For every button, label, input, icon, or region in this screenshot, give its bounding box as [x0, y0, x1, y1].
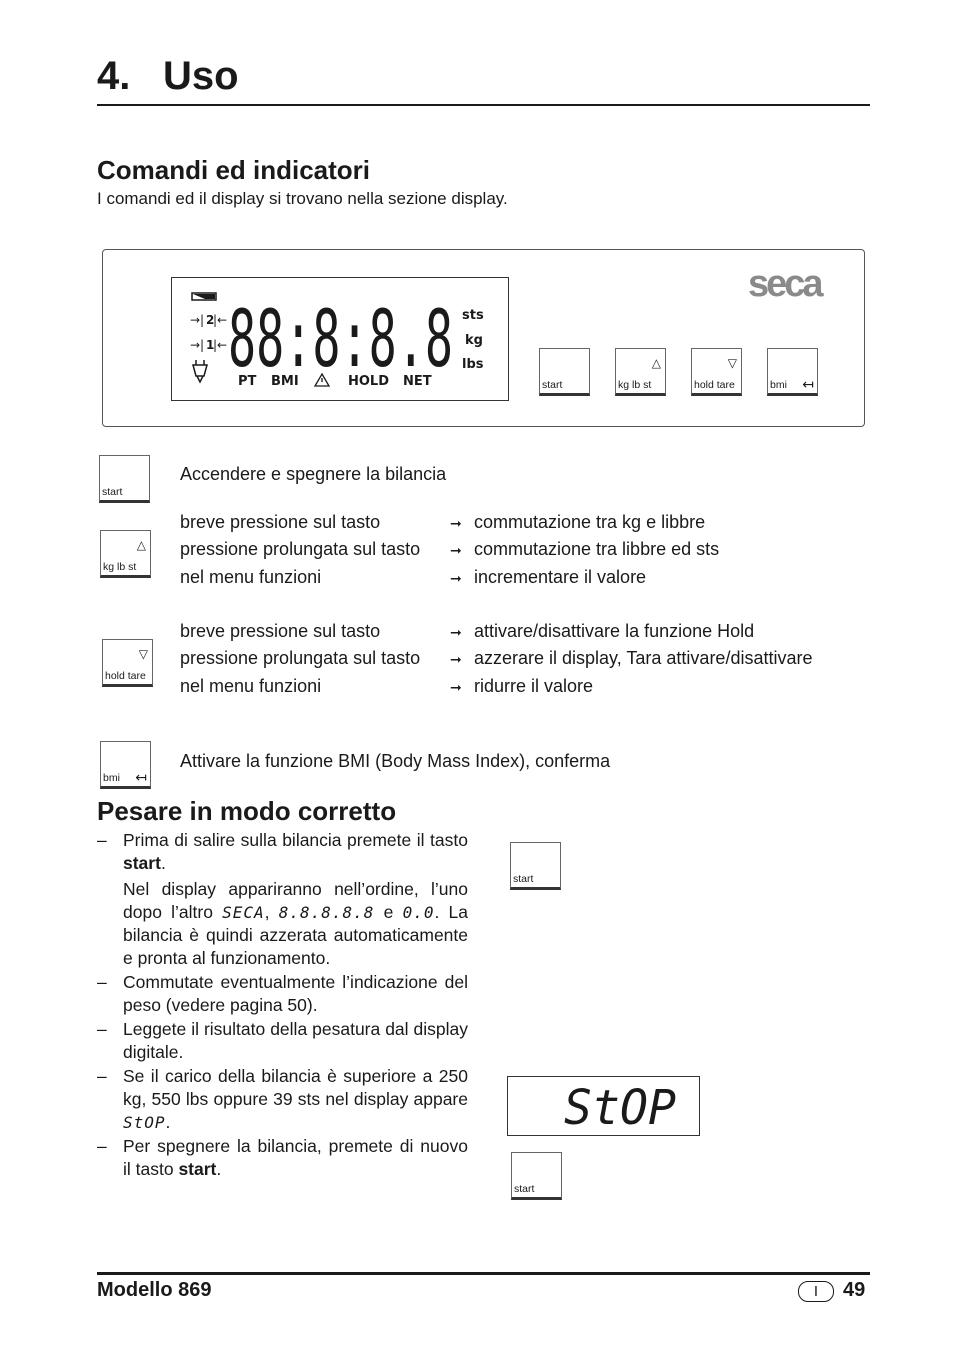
start-term: start [123, 853, 161, 873]
chapter-title [97, 52, 239, 100]
key-label: bmi [770, 379, 787, 391]
arrow-right-icon: ➞ [450, 570, 462, 586]
text: , [264, 902, 279, 922]
triangle-up-icon: △ [136, 538, 146, 552]
hold-row-1-result [450, 620, 754, 643]
list-item [97, 1135, 468, 1181]
footer-model: Modello 869 [97, 1279, 212, 1301]
bmi-description: Attivare la funzione BMI (Body Mass Index), conferma [180, 751, 611, 771]
controls-intro: I comandi ed il display si trovano nella sezione display. [97, 189, 508, 208]
triangle-up-icon: △ [651, 356, 661, 370]
key-label: kg lb st [103, 561, 137, 573]
stop-display [507, 1076, 700, 1136]
footer-rule [97, 1272, 870, 1275]
text: Prima di salire sulla bilancia premete il tasto [123, 830, 468, 850]
stop-segments [508, 1077, 699, 1135]
text: Commutate eventualmente l’indicazione del peso (vedere pagina 50). [123, 972, 468, 1015]
panel-unit-key[interactable] [615, 348, 666, 396]
kg-row-3-action: nel menu funzioni [180, 567, 322, 587]
start-key-illustration-2[interactable] [511, 1152, 562, 1200]
page-number: 49 [843, 1279, 866, 1301]
key-label: hold tare [105, 670, 146, 682]
panel-bmi-key[interactable] [767, 348, 818, 396]
list-dash: – [97, 972, 107, 992]
text: Leggete il risultato della pesatura dal display digitale. [123, 1019, 468, 1062]
key-label: start [102, 486, 123, 498]
unit-lbs: lbs [462, 357, 484, 372]
language-badge: I [798, 1281, 834, 1302]
triangle-down-icon: ▽ [138, 647, 148, 661]
stop-text: StOP [564, 1080, 677, 1135]
result-text: commutazione tra kg e libbre [474, 512, 706, 532]
start-description: Accendere e spegnere la bilancia [180, 464, 447, 484]
enter-arrow-icon: ↤ [802, 376, 814, 392]
weighing-instructions [97, 829, 468, 1181]
hold-row-3-action: nel menu funzioni [180, 676, 322, 696]
triangle-down-icon: ▽ [727, 356, 737, 370]
text: . [160, 853, 166, 873]
hold-row-2-result [450, 647, 812, 670]
panel-hold-tare-key[interactable] [691, 348, 742, 396]
list-dash: – [97, 1019, 107, 1039]
text: e [374, 902, 403, 922]
result-text: incrementare il valore [474, 567, 647, 587]
arrow-right-icon: ➞ [450, 515, 462, 531]
kg-row-1-action: breve pressione sul tasto [180, 512, 381, 532]
arrow-right-icon: ➞ [450, 542, 462, 558]
kg-row-2-action: pressione prolungata sul tasto [180, 539, 421, 559]
hold-row-1-action: breve pressione sul tasto [180, 621, 381, 641]
list-item [97, 1018, 468, 1064]
seca-logo: seca [748, 263, 821, 305]
arrow-right-icon: ➞ [450, 624, 462, 640]
hold-tare-key[interactable] [102, 639, 153, 687]
svg-text:|←: |← [213, 338, 228, 352]
result-text: ridurre il valore [474, 676, 594, 696]
kg-row-3-result [450, 566, 646, 589]
power-plug-icon [193, 365, 207, 382]
text: Se il carico della bilancia è superiore a 250 kg, 550 lbs oppure 39 sts nel display appare [123, 1066, 468, 1109]
lcd-segments [172, 278, 508, 400]
svg-text:→|: →| [190, 338, 205, 352]
arrow-right-icon: ➞ [450, 679, 462, 695]
result-text: commutazione tra libbre ed sts [474, 539, 720, 559]
start-key-illustration-1[interactable] [510, 842, 561, 890]
controls-heading: Comandi ed indicatori [97, 155, 371, 185]
bmi-key[interactable] [100, 741, 151, 789]
seg-stop: StOP [123, 1113, 166, 1132]
indicator-hold: HOLD [348, 374, 390, 389]
unit-kg: kg [465, 333, 483, 348]
text: . [216, 1159, 222, 1179]
hold-row-3-result [450, 675, 593, 698]
key-label: start [514, 1183, 535, 1195]
text: Per spegnere la bilancia, premete di nuovo il tasto [123, 1136, 468, 1179]
list-item [97, 829, 468, 970]
result-text: azzerare il display, Tara attivare/disattivare [474, 648, 813, 668]
list-dash: – [97, 830, 107, 850]
result-text: attivare/disattivare la funzione Hold [474, 621, 755, 641]
indicator-net: NET [403, 374, 432, 389]
arrow-right-icon: ➞ [450, 651, 462, 667]
enter-arrow-icon: ↤ [135, 769, 147, 785]
list-dash: – [97, 1136, 107, 1156]
lcd-digits: 88:8:8.8 [228, 295, 453, 385]
marker-2: 2 [206, 313, 215, 327]
weighing-heading: Pesare in modo corretto [97, 796, 397, 826]
seg-zero: 0.0 [402, 903, 435, 922]
key-label: start [513, 873, 534, 885]
unit-key[interactable] [100, 530, 151, 578]
key-label: bmi [103, 772, 120, 784]
text: . La bilancia è quindi azzerata automaticamente e pronta al funzionamento. [123, 902, 468, 968]
lcd-display [171, 277, 509, 401]
chapter-name: Uso [163, 54, 239, 98]
kg-row-2-result [450, 538, 719, 561]
list-item [97, 1065, 468, 1134]
list-item [97, 971, 468, 1017]
indicator-pt: PT [238, 374, 257, 389]
seg-seca: SECA [222, 903, 265, 922]
text: . [165, 1112, 171, 1132]
start-term: start [178, 1159, 217, 1179]
panel-start-key[interactable] [539, 348, 590, 396]
seg-eights: 8.8.8.8.8 [278, 903, 375, 922]
text: Nel display appariranno nell’ordine, l’uno dopo l’altro [123, 879, 468, 922]
svg-text:→|: →| [190, 313, 205, 327]
kg-row-1-result [450, 511, 705, 534]
indicator-bmi: BMI [271, 374, 299, 389]
svg-text:|←: |← [213, 313, 228, 327]
list-dash: – [97, 1066, 107, 1086]
header-rule [97, 104, 870, 106]
key-label: start [542, 379, 563, 391]
chapter-number: 4. [97, 54, 131, 98]
start-key[interactable] [99, 455, 150, 503]
hold-row-2-action: pressione prolungata sul tasto [180, 648, 421, 668]
key-label: kg lb st [618, 379, 652, 391]
key-label: hold tare [694, 379, 735, 391]
marker-1: 1 [206, 338, 215, 352]
unit-sts: sts [462, 308, 484, 323]
